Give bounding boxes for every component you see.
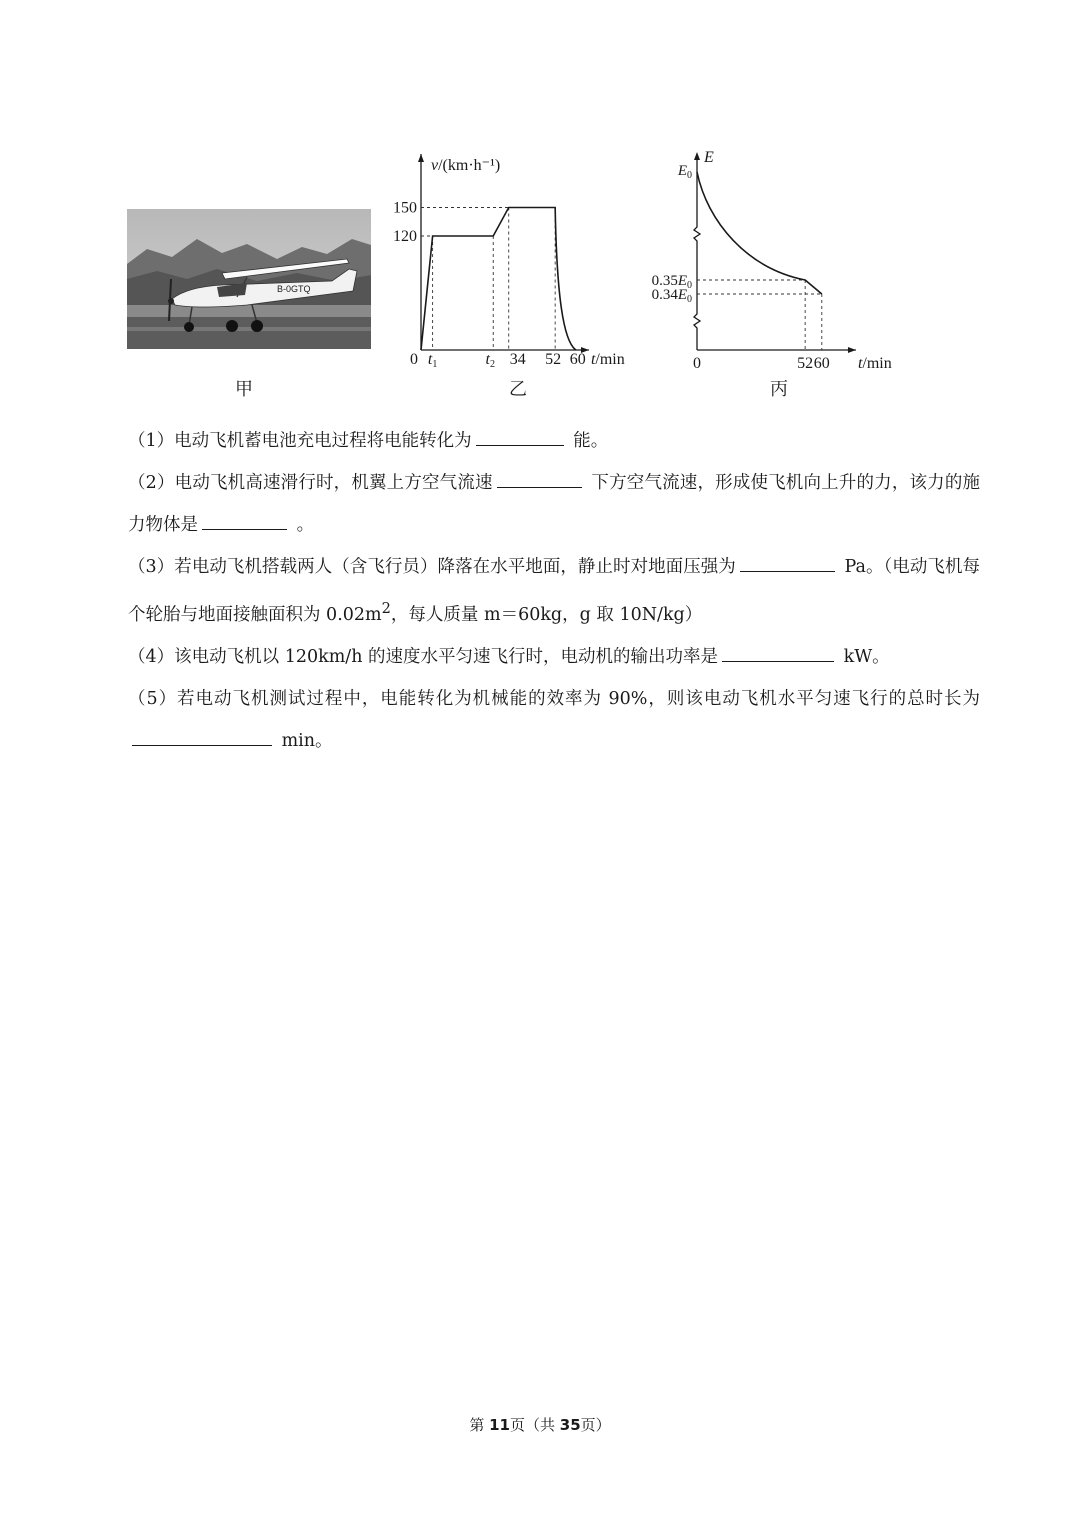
figure-caption-bing: 丙 — [770, 379, 788, 400]
question-text: 下方空气流速，形成使飞机向上升的力，该力的施力物体是 — [128, 473, 980, 535]
question-text: （1）电动飞机蓄电池充电过程将电能转化为 — [128, 431, 472, 451]
figure-row — [0, 0, 1080, 410]
figure-caption-yi: 乙 — [509, 379, 527, 400]
y-tick-label: $E_0$ — [677, 163, 692, 181]
x-axis-label: t/min — [857, 355, 892, 372]
question-text: 。 — [291, 515, 315, 535]
x-tick-label: t1 — [427, 351, 438, 370]
y-tick-label: 120 — [393, 228, 417, 245]
answer-blank[interactable] — [132, 723, 272, 746]
question-text: ，每人质量 m＝60kg，g 取 10N/kg） — [390, 604, 703, 625]
page-footer — [0, 1414, 1080, 1435]
question-3 — [128, 546, 980, 636]
answer-blank[interactable] — [740, 549, 835, 572]
chart-energy-time — [640, 140, 910, 375]
answer-blank[interactable] — [202, 507, 287, 530]
chart-velocity-svg — [385, 140, 645, 375]
y-axis-arrow — [694, 152, 700, 160]
chart-energy-svg — [640, 140, 910, 375]
answer-blank[interactable] — [476, 423, 564, 446]
question-list — [128, 420, 980, 762]
energy-series-line — [697, 172, 822, 294]
question-text: kW。 — [838, 646, 890, 667]
answer-blank[interactable] — [497, 465, 582, 488]
x-tick-label: 60 — [813, 355, 830, 372]
page-number: 11 — [489, 1416, 510, 1434]
y-axis-arrow — [418, 154, 424, 162]
question-4 — [128, 636, 980, 678]
question-1 — [128, 420, 980, 462]
plane-registration: B-0GTQ — [277, 284, 311, 294]
airplane-photo-drawing — [127, 209, 371, 349]
airplane-photo — [127, 209, 371, 349]
x-tick-label: 34 — [509, 351, 526, 368]
superscript: 2 — [381, 600, 391, 617]
question-text: Pa。（电动飞机每个轮胎与地面接触面积为 0.02m — [128, 557, 981, 625]
x-tick-label: 0 — [693, 355, 701, 372]
y-axis-label: v/(km·h⁻¹) — [431, 157, 501, 174]
footer-text: 页） — [580, 1416, 611, 1434]
total-pages: 35 — [559, 1416, 581, 1434]
question-text: （4）该电动飞机以 120km/h 的速度水平匀速飞行时，电动机的输出功率是 — [128, 646, 719, 667]
x-tick-label: t2 — [485, 351, 495, 370]
question-text: （3）若电动飞机搭载两人（含飞行员）降落在水平地面，静止时对地面压强为 — [128, 557, 736, 577]
x-tick-label: 60 — [569, 351, 586, 368]
x-tick-label: 52 — [545, 351, 562, 368]
chart-velocity-time — [385, 140, 645, 375]
x-tick-label: 0 — [410, 351, 418, 368]
y-tick-label: $0.35E_0$ — [651, 273, 692, 291]
question-text: min。 — [276, 730, 333, 751]
figure-caption-jia: 甲 — [235, 379, 253, 400]
footer-text: 页（共 — [509, 1416, 560, 1434]
x-tick-label: 52 — [797, 355, 814, 372]
x-axis-label: t/min — [590, 351, 625, 368]
answer-blank[interactable] — [722, 639, 834, 662]
y-axis-label: E — [704, 149, 714, 166]
question-text: （2）电动飞机高速滑行时，机翼上方空气流速 — [128, 473, 493, 493]
x-axis-arrow — [848, 347, 856, 353]
question-5 — [128, 678, 980, 762]
question-text: （5）若电动飞机测试过程中，电能转化为机械能的效率为 90%，则该电动飞机水平匀速飞行的总时长为 — [128, 688, 980, 709]
velocity-series-line — [421, 208, 576, 351]
question-text: 能。 — [567, 431, 609, 451]
y-tick-label: 150 — [393, 199, 417, 217]
question-2 — [128, 462, 980, 546]
footer-text: 第 — [469, 1416, 490, 1434]
y-tick-label: $0.34E_0$ — [651, 287, 692, 305]
